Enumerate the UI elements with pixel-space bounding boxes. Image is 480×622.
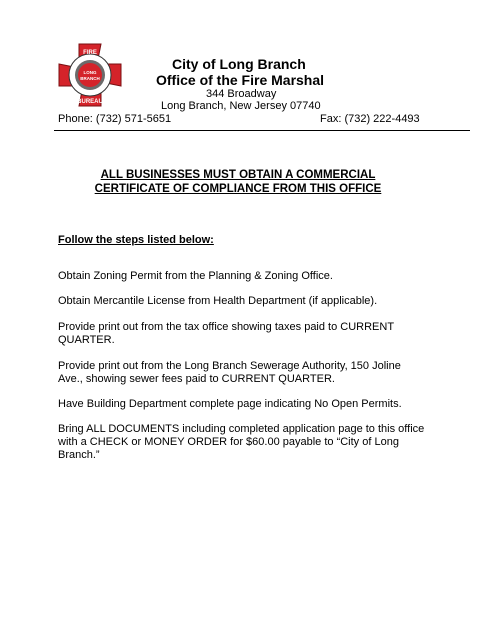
- logo-center-text-2: BRANCH: [80, 76, 100, 81]
- logo-center-text-1: LONG: [83, 70, 97, 75]
- compliance-notice: [54, 168, 422, 196]
- notice-line-2: CERTIFICATE OF COMPLIANCE FROM THIS OFFICE: [94, 183, 382, 195]
- office-name: Office of the Fire Marshal: [156, 72, 325, 88]
- step-tax-printout: [58, 321, 430, 347]
- step-line: with a CHECK or MONEY ORDER for $60.00 payable to “City of Long: [58, 436, 399, 448]
- fire-bureau-logo: [57, 42, 123, 108]
- step-mercantile-license: [58, 295, 430, 308]
- phone-number: Phone: (732) 571-5651: [58, 113, 172, 125]
- step-line: Obtain Mercantile License from Health Department (if applicable).: [58, 295, 378, 307]
- logo-bottom-text: BUREAU: [77, 99, 103, 105]
- step-line: Ave., showing sewer fees paid to CURRENT QUARTER.: [58, 373, 335, 385]
- step-building-department: [58, 398, 430, 411]
- header-divider: [54, 130, 470, 131]
- org-name: City of Long Branch: [172, 56, 306, 72]
- steps-heading: Follow the steps listed below:: [58, 234, 214, 246]
- step-sewer-printout: [58, 360, 430, 386]
- step-line: Provide print out from the Long Branch Sewerage Authority, 150 Joline: [58, 360, 401, 372]
- notice-line-1: ALL BUSINESSES MUST OBTAIN A COMMERCIAL: [100, 169, 376, 181]
- step-zoning-permit: [58, 270, 430, 283]
- step-bring-documents: [58, 423, 430, 462]
- step-line: Have Building Department complete page indicating No Open Permits.: [58, 398, 402, 410]
- address-line-2: Long Branch, New Jersey 07740: [161, 100, 321, 112]
- step-line: Obtain Zoning Permit from the Planning & Zoning Office.: [58, 270, 333, 282]
- address-line-1: 344 Broadway: [206, 88, 277, 100]
- step-line: Bring ALL DOCUMENTS including completed application page to this office: [58, 423, 425, 435]
- maltese-cross-icon: [57, 42, 123, 108]
- logo-top-text: FIRE: [83, 50, 97, 56]
- step-line: Provide print out from the tax office showing taxes paid to CURRENT: [58, 321, 395, 333]
- fax-number: Fax: (732) 222-4493: [320, 113, 420, 125]
- step-line: Branch.”: [58, 449, 100, 461]
- step-line: QUARTER.: [58, 334, 115, 346]
